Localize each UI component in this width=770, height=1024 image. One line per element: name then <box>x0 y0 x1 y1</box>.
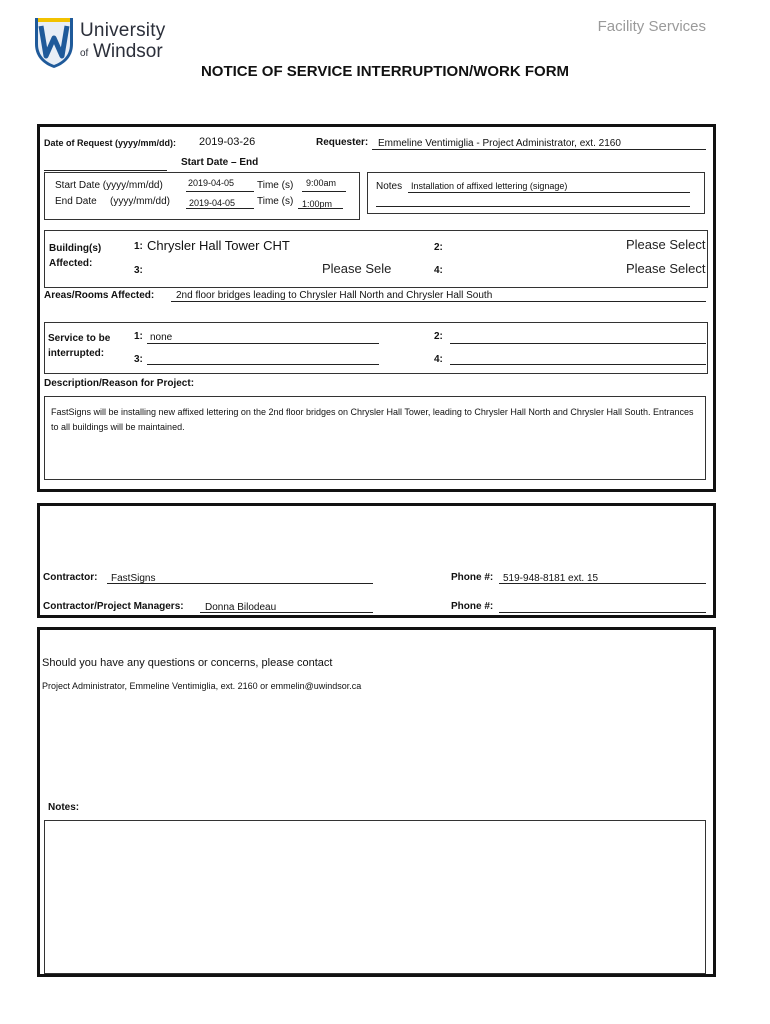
notes-label: Notes: <box>48 802 80 813</box>
service-1-value: none <box>150 332 173 343</box>
service-1-field[interactable] <box>147 331 379 344</box>
notes-textarea[interactable] <box>44 820 706 974</box>
request-notes-label: Notes <box>376 181 403 192</box>
service-box <box>44 322 708 374</box>
phone2-field[interactable] <box>499 600 706 613</box>
form-title: NOTICE OF SERVICE INTERRUPTION/WORK FORM <box>200 63 570 80</box>
building-4-select[interactable]: Please Select <box>626 261 706 276</box>
requester-label: Requester: <box>316 137 369 148</box>
service-2-number: 2: <box>434 331 443 342</box>
service-3-field[interactable] <box>147 352 379 365</box>
service-1-number: 1: <box>134 331 143 342</box>
building-3-number: 3: <box>134 265 143 276</box>
phone-value: 519-948-8181 ext. 15 <box>503 573 599 584</box>
building-1-number: 1: <box>134 241 143 252</box>
phone-label: Phone #: <box>451 572 494 583</box>
requester-value: Emmeline Ventimiglia - Project Administrator, ext. 2160 <box>378 138 621 149</box>
end-date-value: 2019-04-05 <box>189 198 236 208</box>
department-name: Facility Services <box>597 18 706 35</box>
end-date-label: End Date <box>55 196 97 207</box>
managers-label: Contractor/Project Managers: <box>43 601 184 612</box>
buildings-label-2: Affected: <box>49 258 93 269</box>
buildings-box <box>44 230 708 288</box>
areas-label: Areas/Rooms Affected: <box>44 290 155 301</box>
start-end-heading: Start Date – End <box>181 157 259 168</box>
end-time-label: Time (s) <box>257 196 294 207</box>
managers-value: Donna Bilodeau <box>205 602 277 613</box>
contact-intro: Should you have any questions or concerns, please contact <box>42 657 333 669</box>
service-3-number: 3: <box>134 354 143 365</box>
building-2-select[interactable]: Please Select <box>626 237 706 252</box>
buildings-label: Building(s) <box>49 243 102 254</box>
phone2-label: Phone #: <box>451 601 494 612</box>
start-time-value: 9:00am <box>306 178 337 188</box>
description-label: Description/Reason for Project: <box>44 378 195 389</box>
building-2-number: 2: <box>434 242 443 253</box>
request-notes-line2[interactable] <box>376 194 690 207</box>
end-date-format: (yyyy/mm/dd) <box>110 196 170 207</box>
request-date-value[interactable]: 2019-03-26 <box>199 136 256 148</box>
contact-details: Project Administrator, Emmeline Ventimiglia, ext. 2160 or emmelin@uwindsor.ca <box>42 681 362 691</box>
building-1-select[interactable]: Chrysler Hall Tower CHT <box>147 238 290 253</box>
end-time-value: 1:00pm <box>302 199 333 209</box>
start-date-label: Start Date (yyyy/mm/dd) <box>55 180 163 191</box>
service-4-number: 4: <box>434 354 443 365</box>
building-3-select[interactable]: Please Sele <box>322 261 392 276</box>
contractor-label: Contractor: <box>43 572 98 583</box>
areas-value: 2nd floor bridges leading to Chrysler Hall North and Chrysler Hall South <box>176 290 493 301</box>
notes-box <box>367 172 705 214</box>
windsor-wordmark: Windsor <box>93 41 163 62</box>
service-4-field[interactable] <box>450 352 706 365</box>
start-end-heading-underline <box>44 158 167 171</box>
building-4-number: 4: <box>434 265 443 276</box>
request-notes-value: Installation of affixed lettering (signage) <box>411 181 568 191</box>
contractor-value: FastSigns <box>111 573 156 584</box>
request-date-label: Date of Request (yyyy/mm/dd): <box>44 138 177 148</box>
university-wordmark: University <box>80 20 166 41</box>
service-label: Service to be <box>48 333 111 344</box>
service-label-2: interrupted: <box>48 348 105 359</box>
start-time-label: Time (s) <box>257 180 294 191</box>
university-of-text: of <box>80 48 89 59</box>
service-2-field[interactable] <box>450 331 706 344</box>
start-date-value: 2019-04-05 <box>188 178 235 188</box>
description-value: FastSigns will be installing new affixed lettering on the 2nd floor bridges on Chrysler Hall Tower, leading to Chrysler Hall North and Chrysler Hall South. Entrances to all buildings will be maintained. <box>51 407 694 432</box>
